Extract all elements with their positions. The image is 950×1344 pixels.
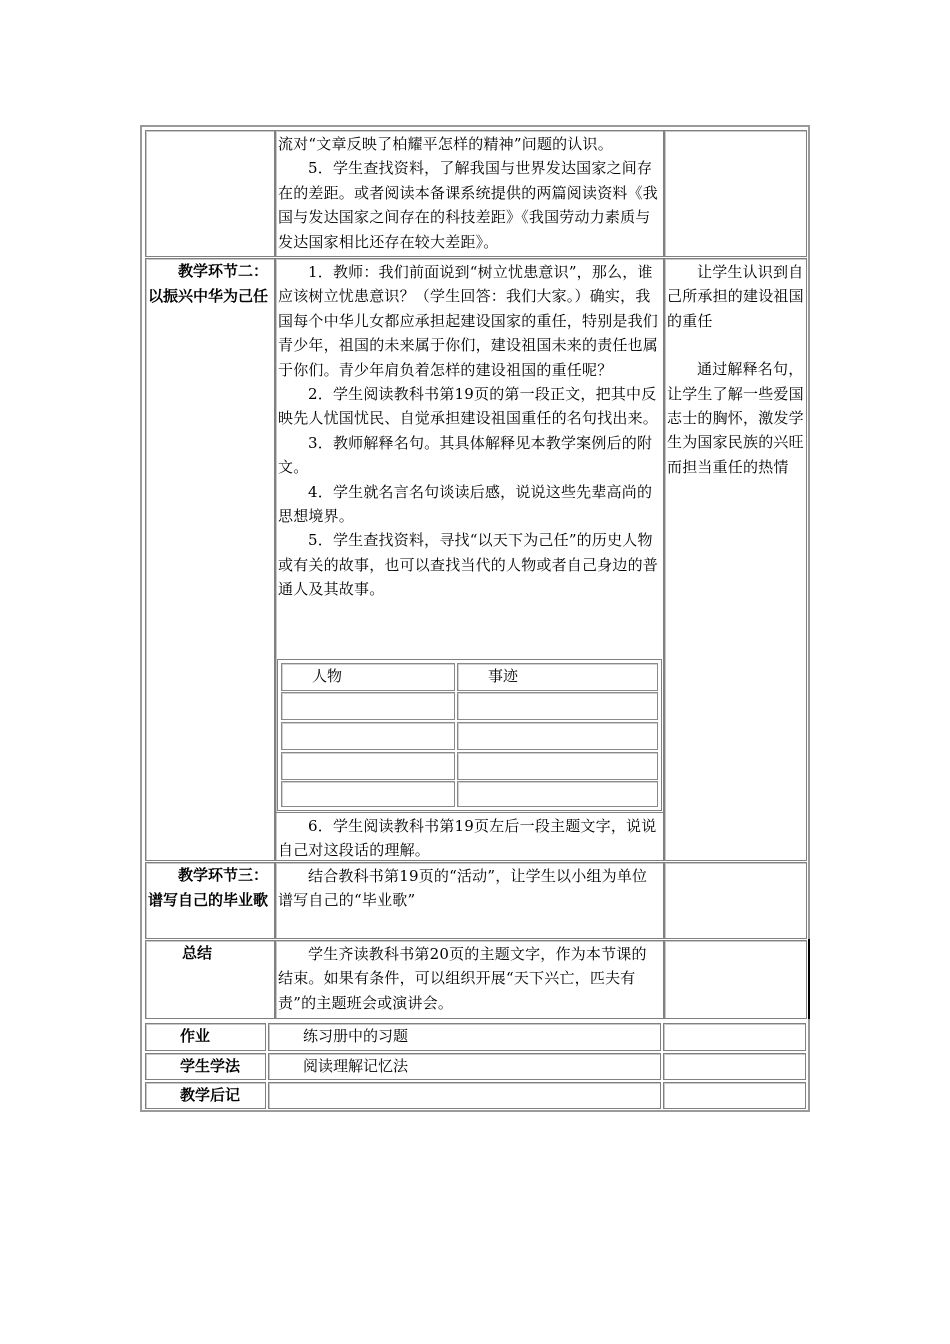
summary-content-cell: [275, 940, 664, 1019]
inner-cell: [281, 692, 455, 720]
section2-note-2: 通过解释名句，让学生了解一些爱国志士的胸怀，激发学生为国家民族的兴旺而担当重任的热情: [667, 360, 804, 476]
lesson-plan-table: [140, 125, 810, 1112]
section2-paragraph-6: 6．学生阅读教科书第19页左后一段主题文字，说说自己对这段话的理解。: [278, 817, 657, 860]
section3-text: 结合教科书第19页的“活动”，让学生以小组为单位谱写自己的“毕业歌”: [278, 867, 648, 910]
summary-note-cell: [664, 940, 807, 1019]
method-value: 阅读理解记忆法: [303, 1057, 409, 1075]
inner-header-people: 人物: [281, 663, 455, 691]
section3-note-cell: [664, 862, 807, 939]
postscript-value-cell: [268, 1082, 661, 1109]
section3-content-cell: [275, 862, 664, 939]
section3-label-line1: 教学环节三：: [178, 866, 269, 884]
homework-label: 作业: [180, 1027, 211, 1045]
section2-after-table: [276, 812, 664, 863]
inner-cell: [281, 752, 455, 780]
postscript-label-cell: [145, 1082, 266, 1109]
postscript-note-cell: [663, 1082, 806, 1109]
homework-label-cell: [145, 1023, 266, 1051]
method-value-cell: [268, 1053, 661, 1080]
method-note-cell: [663, 1053, 806, 1080]
section2-paragraph-5: 5．学生查找资料，寻找“以天下为己任”的历史人物或有关的故事，也可以查找当代的人物或者自己身边的普通人及其故事。: [278, 531, 659, 599]
summary-text: 学生齐读教科书第20页的主题文字，作为本节课的结束。如果有条件，可以组织开展“天下兴亡，匹夫有责”的主题班会或演讲会。: [278, 945, 647, 1012]
summary-label: 总结: [182, 944, 213, 962]
row1-text-1: 流对“文章反映了柏耀平怎样的精神”问题的认识。: [278, 135, 613, 153]
inner-cell: [281, 781, 455, 807]
section2-label-line2: 以振兴中华为己任: [148, 286, 269, 305]
summary-label-cell: [145, 940, 275, 1019]
row1-text-2: 5．学生查找资料，了解我国与世界发达国家之间存在的差距。或者阅读本备课系统提供的两篇阅读资料《我国与发达国家之间存在的科技差距》《我国劳动力素质与发达国家相比还存在较大差距》。: [278, 159, 659, 251]
inner-cell: [457, 752, 658, 780]
method-label-cell: [145, 1053, 266, 1080]
right-border-line: [808, 939, 810, 1019]
section2-note-cell: [664, 258, 807, 861]
inner-cell: [457, 781, 658, 807]
section2-paragraph-3: 3．教师解释名句。其具体解释见本教学案例后的附文。: [278, 433, 653, 477]
section3-label-line2: 谱写自己的毕业歌: [148, 890, 269, 909]
inner-table: [277, 659, 662, 811]
row1-label-cell: [145, 130, 275, 257]
homework-value: 练习册中的习题: [303, 1027, 409, 1045]
row1-note-cell: [664, 130, 807, 257]
section3-label-cell: [145, 862, 275, 939]
section2-paragraph-1: 1．教师：我们前面说到“树立忧患意识”，那么，谁应该树立忧患意识？（学生回答：我们大家。）确实，我国每个中华儿女都应承担起建设国家的重任，特别是我们青少年，祖国的未来属于你们，建设祖国未来的责任也属于你们。青少年肩负着怎样的建设祖国的重任呢？: [278, 263, 659, 379]
section2-note-1: 让学生认识到自己所承担的建设祖国的重任: [667, 263, 804, 330]
method-label: 学生学法: [180, 1057, 241, 1075]
section2-label-line1: 教学环节二：: [178, 262, 269, 280]
homework-note-cell: [663, 1023, 806, 1051]
inner-header-deeds: 事迹: [457, 663, 658, 691]
inner-cell: [457, 722, 658, 750]
section2-paragraph-2: 2．学生阅读教科书第19页的第一段正文，把其中反映先人忧国忧民、自觉承担建设祖国重任的名句找出来。: [278, 385, 659, 428]
section2-paragraph-4: 4．学生就名言名句谈读后感，说说这些先辈高尚的思想境界。: [278, 482, 653, 526]
inner-cell: [457, 692, 658, 720]
section2-label-cell: [145, 258, 275, 861]
inner-cell: [281, 722, 455, 750]
homework-value-cell: [268, 1023, 661, 1051]
postscript-label: 教学后记: [180, 1086, 241, 1104]
row1-content-cell: [275, 130, 664, 257]
